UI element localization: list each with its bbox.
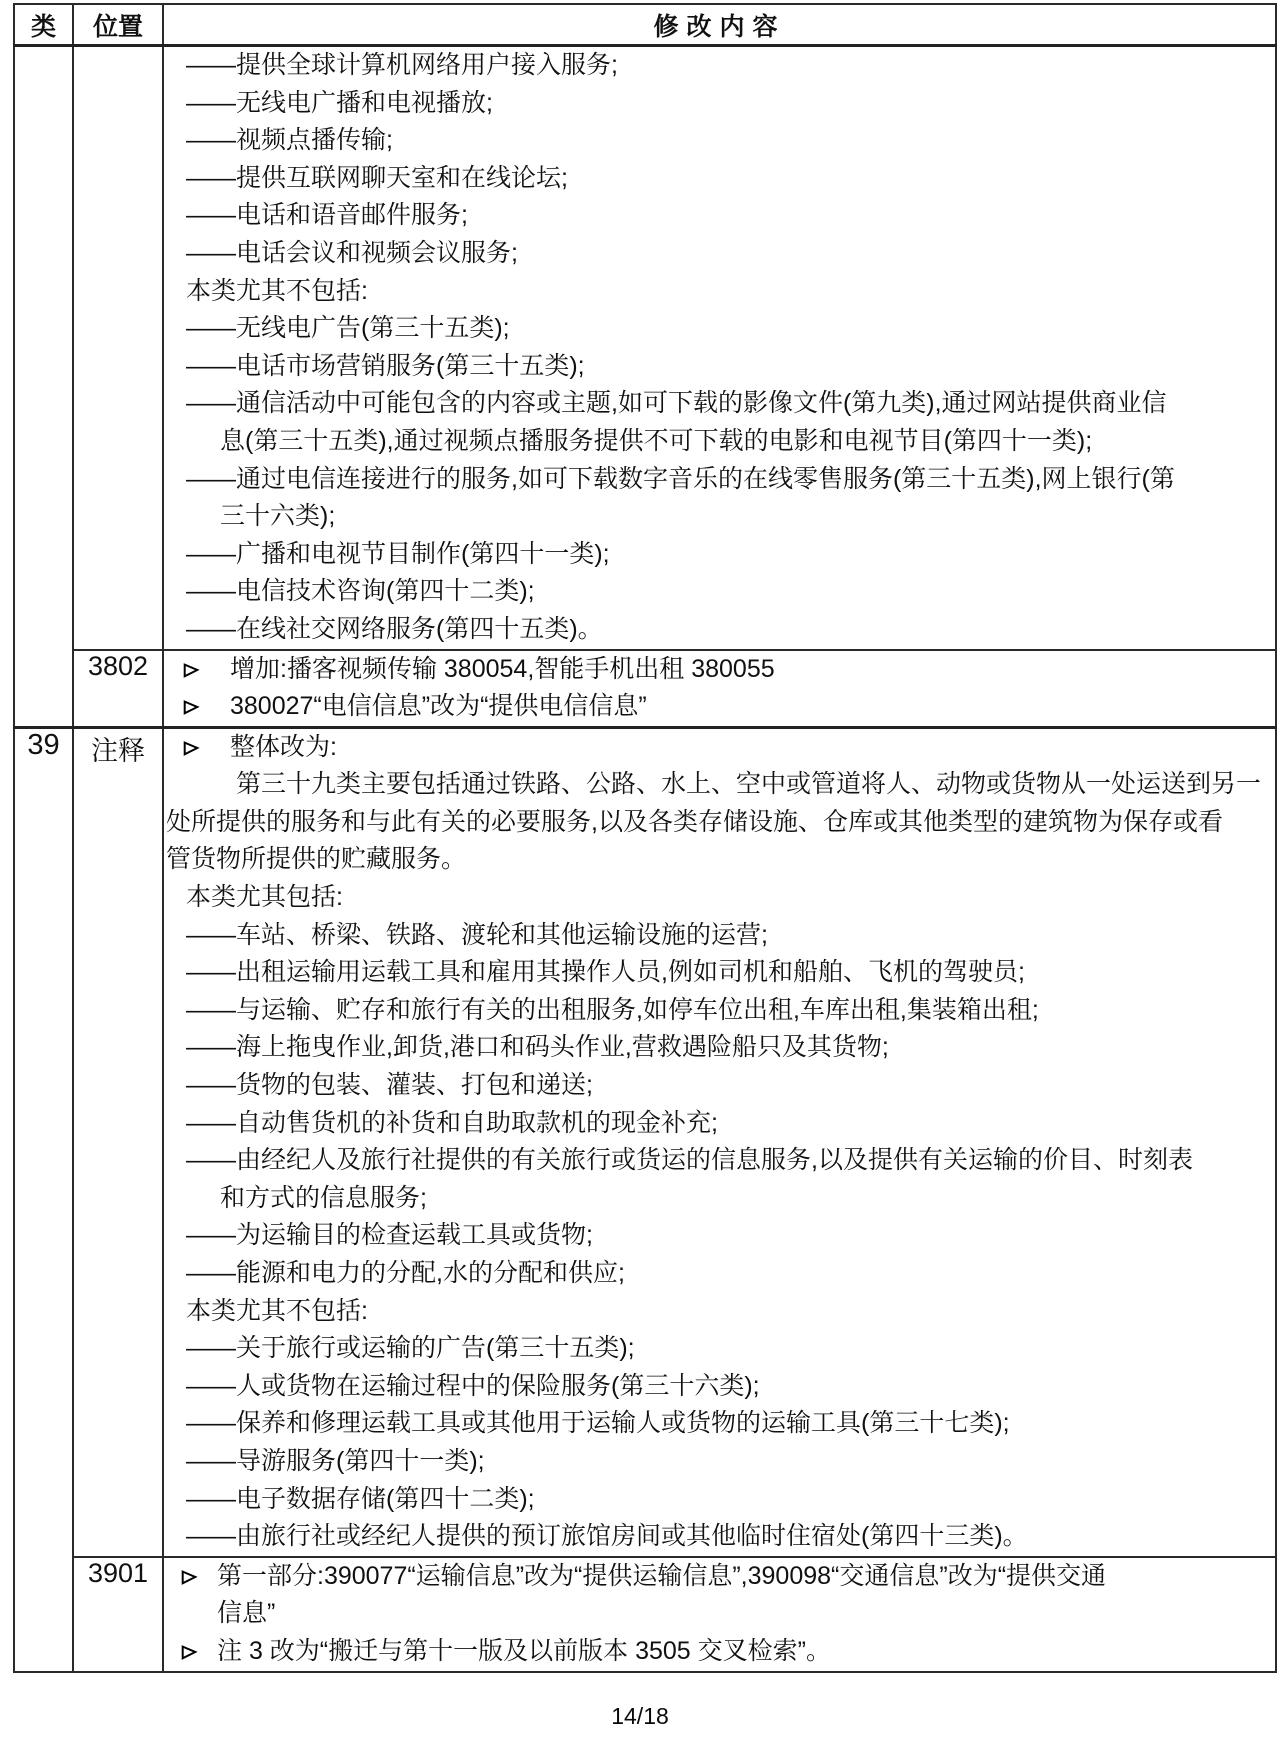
content-line xyxy=(164,498,1275,536)
header-class-column: 类 xyxy=(14,4,73,46)
table-row xyxy=(14,727,1276,1557)
arrowhead-bullet-icon xyxy=(182,739,200,757)
content-line xyxy=(164,1595,1275,1633)
table-row xyxy=(14,46,1276,650)
line-text: ——由旅行社或经纪人提供的预订旅馆房间或其他临时住宿处(第四十三类)。 xyxy=(186,1522,1028,1551)
line-text: ——电话会议和视频会议服务; xyxy=(186,238,518,267)
content-cell-2 xyxy=(163,727,1276,1557)
content-cell-1 xyxy=(163,650,1276,728)
content-line xyxy=(164,954,1275,992)
line-text: ——货物的包装、灌装、打包和递送; xyxy=(186,1071,593,1100)
line-text: ——提供全球计算机网络用户接入服务; xyxy=(186,51,618,79)
line-text: 信息” xyxy=(217,1599,276,1628)
line-text: 处所提供的服务和与此有关的必要服务,以及各类存储设施、仓库或其他类型的建筑物为保存或看 xyxy=(166,807,1223,836)
line-text: ——电话和语音邮件服务; xyxy=(186,201,468,230)
table-row xyxy=(14,1557,1276,1672)
line-text: ——无线电广播和电视播放; xyxy=(186,88,493,117)
arrowhead-bullet-icon xyxy=(180,1568,198,1586)
class-cell-38 xyxy=(14,46,73,728)
line-text: ——关于旅行或运输的广告(第三十五类); xyxy=(186,1334,635,1363)
content-line xyxy=(164,235,1275,273)
position-cell-2: 注释 xyxy=(73,727,163,1557)
content-line xyxy=(164,423,1275,461)
content-line xyxy=(164,917,1275,955)
content-line xyxy=(164,651,1275,689)
content-line xyxy=(164,1067,1275,1105)
line-text: ——车站、桥梁、铁路、渡轮和其他运输设施的运营; xyxy=(186,920,768,949)
content-line xyxy=(164,729,1275,767)
header-position-column: 位置 xyxy=(73,4,163,46)
content-line xyxy=(164,688,1275,726)
content-line xyxy=(164,536,1275,574)
line-text: 第三十九类主要包括通过铁路、公路、水上、空中或管道将人、动物或货物从一处运送到另一 xyxy=(236,770,1262,799)
content-line xyxy=(164,1518,1275,1556)
content-line xyxy=(164,1633,1275,1671)
line-text: ——保养和修理运载工具或其他用于运输人或货物的运输工具(第三十七类); xyxy=(186,1409,1010,1438)
line-text: ——海上拖曳作业,卸货,港口和码头作业,营救遇险船只及其货物; xyxy=(186,1033,889,1062)
content-line xyxy=(164,1558,1275,1596)
content-line xyxy=(164,273,1275,311)
content-line xyxy=(164,841,1275,879)
modifications-table xyxy=(13,3,1277,1673)
line-text: 和方式的信息服务; xyxy=(220,1183,427,1212)
line-text: ——电子数据存储(第四十二类); xyxy=(186,1484,535,1513)
line-text: 三十六类); xyxy=(220,502,336,531)
content-line xyxy=(164,160,1275,198)
header-content-column: 修改内容 xyxy=(163,4,1276,46)
content-line xyxy=(164,1217,1275,1255)
line-text: 本类尤其不包括: xyxy=(186,1296,368,1325)
content-line xyxy=(164,47,1275,85)
content-line xyxy=(164,1180,1275,1218)
line-text: ——能源和电力的分配,水的分配和供应; xyxy=(186,1259,625,1287)
line-text: ——电话市场营销服务(第三十五类); xyxy=(186,351,585,380)
content-line xyxy=(164,573,1275,611)
content-line xyxy=(164,122,1275,160)
line-text: ——自动售货机的补货和自助取款机的现金补充; xyxy=(186,1108,718,1137)
content-line xyxy=(164,461,1275,499)
content-line xyxy=(164,385,1275,423)
line-text: ——提供互联网聊天室和在线论坛; xyxy=(186,163,568,192)
line-text: ——广播和电视节目制作(第四十一类); xyxy=(186,539,610,568)
page-number: 14/18 xyxy=(611,1703,669,1729)
position-cell-0 xyxy=(73,46,163,650)
content-line xyxy=(164,348,1275,386)
content-line xyxy=(164,879,1275,917)
line-text: 注 3 改为“搬迁与第十一版及以前版本 3505 交叉检索”。 xyxy=(217,1636,831,1665)
line-text: ——导游服务(第四十一类); xyxy=(186,1446,485,1475)
content-line xyxy=(164,611,1275,649)
content-line xyxy=(164,804,1275,842)
arrowhead-bullet-icon xyxy=(182,698,200,716)
line-text: ——通信活动中可能包含的内容或主题,如可下载的影像文件(第九类),通过网站提供商业信 xyxy=(186,389,1167,418)
line-text: 第一部分:390077“运输信息”改为“提供运输信息”,390098“交通信息”改为“提供交通 xyxy=(217,1561,1107,1590)
line-text: ——通过电信连接进行的服务,如可下载数字音乐的在线零售服务(第三十五类),网上银行(第 xyxy=(186,464,1175,493)
content-line xyxy=(164,1142,1275,1180)
line-text: ——电信技术咨询(第四十二类); xyxy=(186,577,535,606)
content-line xyxy=(164,992,1275,1030)
content-line xyxy=(164,1029,1275,1067)
position-cell-3: 3901 xyxy=(73,1557,163,1672)
class-cell-39: 39 xyxy=(14,727,73,1671)
line-text: ——与运输、贮存和旅行有关的出租服务,如停车位出租,车库出租,集装箱出租; xyxy=(186,995,1039,1024)
arrowhead-bullet-icon xyxy=(182,661,200,679)
line-text: ——为运输目的检查运载工具或货物; xyxy=(186,1221,593,1250)
position-cell-1: 3802 xyxy=(73,650,163,728)
content-line xyxy=(164,1443,1275,1481)
content-line xyxy=(164,1330,1275,1368)
line-text: ——由经纪人及旅行社提供的有关旅行或货运的信息服务,以及提供有关运输的价目、时刻表 xyxy=(186,1146,1193,1175)
line-text: 本类尤其不包括: xyxy=(186,276,368,305)
content-line xyxy=(164,310,1275,348)
line-text: ——无线电广告(第三十五类); xyxy=(186,314,510,343)
content-line xyxy=(164,1105,1275,1143)
content-cell-3 xyxy=(163,1557,1276,1672)
line-text: 整体改为: xyxy=(230,732,337,761)
content-line xyxy=(164,1255,1275,1293)
line-text: 本类尤其包括: xyxy=(186,883,343,912)
line-text: ——视频点播传输; xyxy=(186,126,393,155)
line-text: 管货物所提供的贮藏服务。 xyxy=(166,845,467,874)
content-line xyxy=(164,1405,1275,1443)
content-line xyxy=(164,85,1275,123)
line-text: ——在线社交网络服务(第四十五类)。 xyxy=(186,614,603,643)
arrowhead-bullet-icon xyxy=(180,1643,198,1661)
line-text: 增加:播客视频传输 380054,智能手机出租 380055 xyxy=(230,654,775,683)
content-cell-0 xyxy=(163,46,1276,650)
line-text: 息(第三十五类),通过视频点播服务提供不可下载的电影和电视节目(第四十一类); xyxy=(220,426,1093,455)
line-text: 380027“电信信息”改为“提供电信信息” xyxy=(230,692,647,721)
content-line xyxy=(164,1481,1275,1519)
content-line xyxy=(164,1368,1275,1406)
line-text: ——出租运输用运载工具和雇用其操作人员,例如司机和船舶、飞机的驾驶员; xyxy=(186,958,1025,987)
table-header-row xyxy=(14,4,1276,46)
table-row xyxy=(14,650,1276,728)
line-text: ——人或货物在运输过程中的保险服务(第三十六类); xyxy=(186,1371,760,1400)
content-line xyxy=(164,197,1275,235)
content-line xyxy=(164,766,1275,804)
content-line xyxy=(164,1293,1275,1331)
